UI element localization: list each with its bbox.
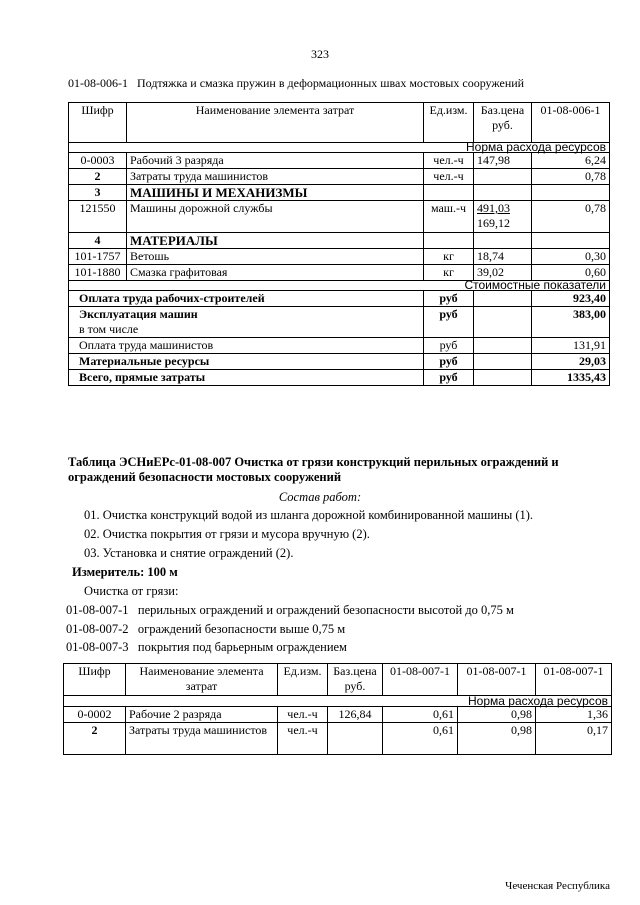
table2-title: Таблица ЭСНиЕРс-01-08-007 Очистка от грязи конструкций перильных ограждений и ограждений безопасности мостовых сооружений — [68, 455, 559, 484]
cost-name: Всего, прямые затраты — [69, 370, 424, 386]
header-code: Шифр — [64, 664, 126, 696]
row-name: Машины дорожной службы — [127, 201, 424, 233]
item-code: 01-08-007-1 — [66, 603, 129, 617]
cost-row — [69, 354, 610, 370]
table1-heading — [68, 76, 524, 91]
row-unit: чел.-ч — [278, 707, 328, 723]
norm-caption-row — [69, 143, 610, 153]
cost-row — [69, 338, 610, 354]
table1-title: Подтяжка и смазка пружин в деформационных швах мостовых сооружений — [137, 76, 525, 90]
header-norm-3: 01-08-007-1 — [536, 664, 612, 696]
row-value: 0,78 — [532, 201, 610, 233]
cost-row — [69, 322, 610, 338]
row-price-cell — [474, 201, 532, 233]
row-name: Рабочие 2 разряда — [126, 707, 278, 723]
cost-value: 29,03 — [532, 354, 610, 370]
cost-unit: руб — [424, 307, 474, 323]
cleaning-title: Очистка от грязи: — [84, 584, 179, 598]
row-unit: маш.-ч — [424, 201, 474, 233]
composition-title: Состав работ: — [278, 490, 362, 504]
row-unit: чел.-ч — [278, 723, 328, 755]
row-name: Ветошь — [127, 249, 424, 265]
section-row — [69, 185, 610, 201]
table-row — [64, 707, 612, 723]
header-unit: Ед.изм. — [278, 664, 328, 696]
cost-value: 131,91 — [532, 338, 610, 354]
row-code: 0-0002 — [64, 707, 126, 723]
cost-name: Оплата труда рабочих-строителей — [69, 291, 424, 307]
cost-value: 383,00 — [532, 307, 610, 323]
header-unit: Ед.изм. — [424, 103, 474, 143]
cost-unit: руб — [424, 291, 474, 307]
row-value-3: 1,36 — [536, 707, 612, 723]
header-price: Баз.цена руб. — [328, 664, 383, 696]
norm-caption-row — [64, 696, 612, 707]
work-item: 02. Очистка покрытия от грязи и мусора вручную (2). — [84, 527, 370, 541]
cost-name: Эксплуатация машин — [69, 307, 424, 323]
cleaning-item — [66, 603, 514, 618]
row-price: 39,02 — [474, 265, 532, 281]
header-name: Наименование элемента затрат — [126, 664, 278, 696]
row-value-3: 0,17 — [536, 723, 612, 755]
section-code: 4 — [69, 233, 127, 249]
section-title: МАТЕРИАЛЫ — [127, 233, 424, 249]
work-item: 03. Установка и снятие ограждений (2). — [84, 546, 294, 560]
item-code: 01-08-007-3 — [66, 640, 129, 654]
row-code: 0-0003 — [69, 153, 127, 169]
footer-region: Чеченская Республика — [505, 880, 610, 892]
norm-caption: Норма расхода ресурсов — [69, 143, 610, 153]
header-norm-2: 01-08-007-1 — [458, 664, 536, 696]
table-row — [69, 153, 610, 169]
page-number: 323 — [311, 47, 329, 61]
row-price: 147,98 — [474, 153, 532, 169]
row-price-machinist: 169,12 — [477, 216, 510, 230]
work-item: 01. Очистка конструкций водой из шланга дорожной комбинированной машины (1). — [84, 508, 534, 522]
cost-unit: руб — [424, 370, 474, 386]
row-code: 101-1757 — [69, 249, 127, 265]
section-row — [69, 233, 610, 249]
cost-caption: Стоимостные показатели — [69, 281, 610, 291]
cleaning-item — [66, 622, 345, 637]
section-code: 3 — [69, 185, 127, 201]
norm-caption: Норма расхода ресурсов — [64, 696, 612, 707]
cost-unit: руб — [424, 354, 474, 370]
row-code: 101-1880 — [69, 265, 127, 281]
row-value: 6,24 — [532, 153, 610, 169]
row-name: Рабочий 3 разряда — [127, 153, 424, 169]
cost-row — [69, 307, 610, 323]
row-code: 2 — [69, 169, 127, 185]
row-value: 0,30 — [532, 249, 610, 265]
row-price — [474, 169, 532, 185]
row-code: 2 — [64, 723, 126, 755]
row-unit: кг — [424, 249, 474, 265]
cost-value: 1335,43 — [532, 370, 610, 386]
header-price: Баз.цена руб. — [474, 103, 532, 143]
section-title: МАШИНЫ И МЕХАНИЗМЫ — [127, 185, 424, 201]
table-header-row — [69, 103, 610, 143]
row-price: 491,03 — [477, 201, 510, 215]
table1-code: 01-08-006-1 — [68, 76, 128, 90]
cleaning-item — [66, 640, 347, 655]
row-value-1: 0,61 — [383, 707, 458, 723]
item-text: перильных ограждений и ограждений безопасности высотой до 0,75 м — [137, 603, 514, 617]
table-header-row — [64, 664, 612, 696]
item-code: 01-08-007-2 — [66, 622, 129, 636]
header-name: Наименование элемента затрат — [127, 103, 424, 143]
resource-table-1 — [68, 102, 610, 386]
row-unit: чел.-ч — [424, 169, 474, 185]
table-row — [69, 249, 610, 265]
table-row — [69, 201, 610, 233]
row-name: Смазка графитовая — [127, 265, 424, 281]
cost-unit: руб — [424, 338, 474, 354]
row-value-2: 0,98 — [458, 723, 536, 755]
resource-table-2 — [63, 663, 612, 755]
header-code: Шифр — [69, 103, 127, 143]
row-value: 0,78 — [532, 169, 610, 185]
cost-name: в том числе — [69, 322, 424, 338]
cost-row — [69, 291, 610, 307]
cost-value: 923,40 — [532, 291, 610, 307]
row-value-2: 0,98 — [458, 707, 536, 723]
row-name: Затраты труда машинистов — [126, 723, 278, 755]
cost-name: Оплата труда машинистов — [69, 338, 424, 354]
meter: Измеритель: 100 м — [72, 565, 178, 579]
row-unit: чел.-ч — [424, 153, 474, 169]
row-name: Затраты труда машинистов — [127, 169, 424, 185]
table-row — [64, 723, 612, 755]
cost-caption-row — [69, 281, 610, 291]
cost-name: Материальные ресурсы — [69, 354, 424, 370]
row-price: 18,74 — [474, 249, 532, 265]
table-row — [69, 169, 610, 185]
row-value-1: 0,61 — [383, 723, 458, 755]
header-norm: 01-08-006-1 — [532, 103, 610, 143]
cost-row — [69, 370, 610, 386]
row-value: 0,60 — [532, 265, 610, 281]
row-price — [328, 723, 383, 755]
item-text: ограждений безопасности выше 0,75 м — [137, 622, 346, 636]
row-unit: кг — [424, 265, 474, 281]
item-text: покрытия под барьерным ограждением — [137, 640, 347, 654]
row-code: 121550 — [69, 201, 127, 233]
header-norm-1: 01-08-007-1 — [383, 664, 458, 696]
row-price: 126,84 — [328, 707, 383, 723]
